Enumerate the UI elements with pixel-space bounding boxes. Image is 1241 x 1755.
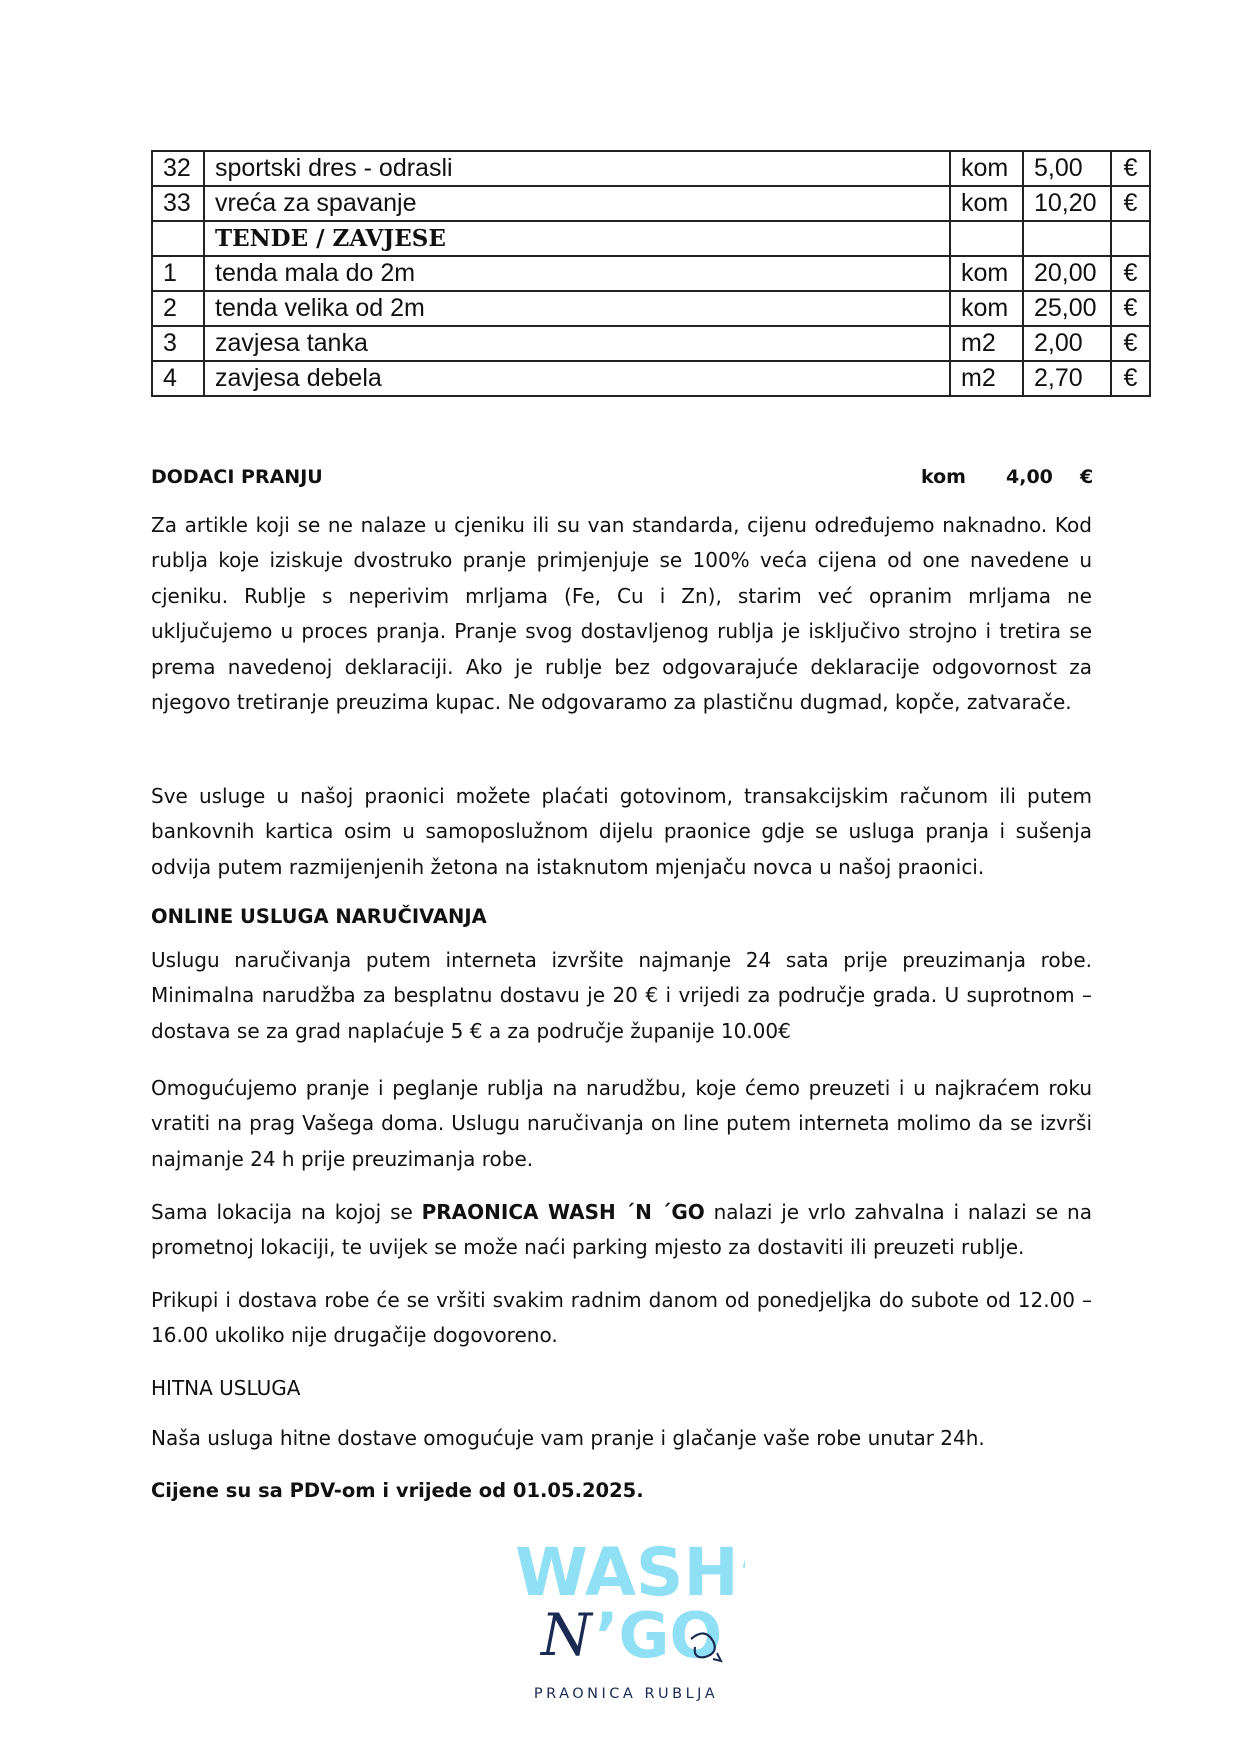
item-number <box>152 221 204 256</box>
item-price: 2,00 <box>1023 326 1111 361</box>
item-unit: kom <box>950 151 1023 186</box>
item-currency: € <box>1111 186 1150 221</box>
location-text-after: nalazi je vrlo zahvalna i nalazi se na prometnoj lokaciji, te uvijek se može naći parking mjesto za dostaviti ili preuzeti rublje. <box>151 1200 1092 1260</box>
paragraph-payment: Sve usluge u našoj praonici možete plaćati gotovinom, transakcijskim računom ili putem bankovnih kartica osim u samoposlužnom dijelu praonice gdje se usluga pranja i sušenja odvija putem razmijenjenih žetona na istaknutom mjenjaču novca u našoj praonici. <box>151 784 1092 879</box>
addons-unit: kom <box>921 466 966 488</box>
table-row <box>152 151 1150 186</box>
table-row <box>152 291 1150 326</box>
item-name: vreća za spavanje <box>204 186 950 221</box>
item-price: 2,70 <box>1023 361 1111 396</box>
item-name: tenda mala do 2m <box>204 256 950 291</box>
logo-script-n: N <box>541 1601 592 1669</box>
item-number: 33 <box>152 186 204 221</box>
item-currency <box>1111 221 1150 256</box>
item-number: 1 <box>152 256 204 291</box>
logo-word-go: ’GO <box>595 1599 723 1672</box>
logo-word-wash: WASH’ <box>515 1535 745 1611</box>
item-unit: kom <box>950 186 1023 221</box>
item-number: 3 <box>152 326 204 361</box>
item-unit <box>950 221 1023 256</box>
logo-graphic <box>505 1535 745 1710</box>
location-text-before: Sama lokacija na kojoj se <box>151 1200 422 1224</box>
item-currency: € <box>1111 256 1150 291</box>
item-price: 5,00 <box>1023 151 1111 186</box>
item-currency: € <box>1111 151 1150 186</box>
item-unit: m2 <box>950 326 1023 361</box>
item-price <box>1023 221 1111 256</box>
paragraph-location <box>151 1195 1092 1266</box>
price-table <box>151 150 1151 397</box>
brand-name: PRAONICA WASH ´N ´GO <box>421 1200 705 1224</box>
section-row <box>152 221 1150 256</box>
item-name: zavjesa debela <box>204 361 950 396</box>
table-row <box>152 361 1150 396</box>
item-price: 20,00 <box>1023 256 1111 291</box>
item-currency: € <box>1111 291 1150 326</box>
item-currency: € <box>1111 361 1150 396</box>
table-row <box>152 186 1150 221</box>
item-name: sportski dres - odrasli <box>204 151 950 186</box>
item-currency: € <box>1111 326 1150 361</box>
paragraph-online-ordering: Uslugu naručivanja putem interneta izvršite najmanje 24 sata prije preuzimanja robe. Minimalna narudžba za besplatnu dostavu je 20 € i vrijedi za područje grada. U suprotnom – dostava se za grad naplaćuje 5 € a za područje županije 10.00€ <box>151 948 1092 1043</box>
item-price: 25,00 <box>1023 291 1111 326</box>
paragraph-pricing-terms: Za artikle koji se ne nalaze u cjeniku ili su van standarda, cijenu određujemo naknadno. Kod rublja koje iziskuje dvostruko pranje primjenjuje se 100% veća cijena od one navedene u cjeniku. Rublje s neperivim mrljama (Fe, Cu i Zn), starim već opranim mrljama ne uključujemo u proces pranja. Pranje svog dostavljenog rublja je isključivo strojno i tretira se prema navedenoj deklaraciji. Ako je rublje bez odgovarajuće deklaracije odgovornost za njegovo tretiranje preuzima kupac. Ne odgovaramo za plastičnu dugmad, kopče, zatvarače. <box>151 513 1092 715</box>
addons-label: DODACI PRANJU <box>151 466 323 488</box>
item-number: 2 <box>152 291 204 326</box>
item-unit: kom <box>950 291 1023 326</box>
paragraph-collection-hours: Prikupi i dostava robe će se vršiti svakim radnim danom od ponedjeljka do subote od 12.00 – 16.00 ukoliko nije drugačije dogovoreno. <box>151 1288 1092 1348</box>
paragraph-pickup-delivery: Omogućujemo pranje i peglanje rublja na narudžbu, koje ćemo preuzeti i u najkraćem roku vratiti na prag Vašega doma. Uslugu naručivanja on line putem interneta molimo da se izvrši najmanje 24 h prije preuzimanja robe. <box>151 1076 1092 1171</box>
item-name: tenda velika od 2m <box>204 291 950 326</box>
paragraph-urgent-service: Naša usluga hitne dostave omogućuje vam pranje i glačanje vaše robe unutar 24h. <box>151 1426 985 1450</box>
heading-online-ordering: ONLINE USLUGA NARUČIVANJA <box>151 905 487 928</box>
table-row <box>152 256 1150 291</box>
heading-urgent-service: HITNA USLUGA <box>151 1376 301 1400</box>
addons-price: 4,00 <box>1006 466 1053 488</box>
item-unit: m2 <box>950 361 1023 396</box>
item-unit: kom <box>950 256 1023 291</box>
logo-subtitle: PRAONICA RUBLJA <box>533 1686 719 1702</box>
item-name: zavjesa tanka <box>204 326 950 361</box>
price-table-body <box>152 151 1150 396</box>
item-name: TENDE / ZAVJESE <box>204 221 950 256</box>
footer-price-note: Cijene su sa PDV-om i vrijede od 01.05.2025. <box>151 1479 644 1502</box>
wash-n-go-logo <box>505 1535 745 1710</box>
addons-currency: € <box>1080 466 1094 488</box>
addons-row <box>151 462 1092 492</box>
item-number: 4 <box>152 361 204 396</box>
item-price: 10,20 <box>1023 186 1111 221</box>
table-row <box>152 326 1150 361</box>
item-number: 32 <box>152 151 204 186</box>
